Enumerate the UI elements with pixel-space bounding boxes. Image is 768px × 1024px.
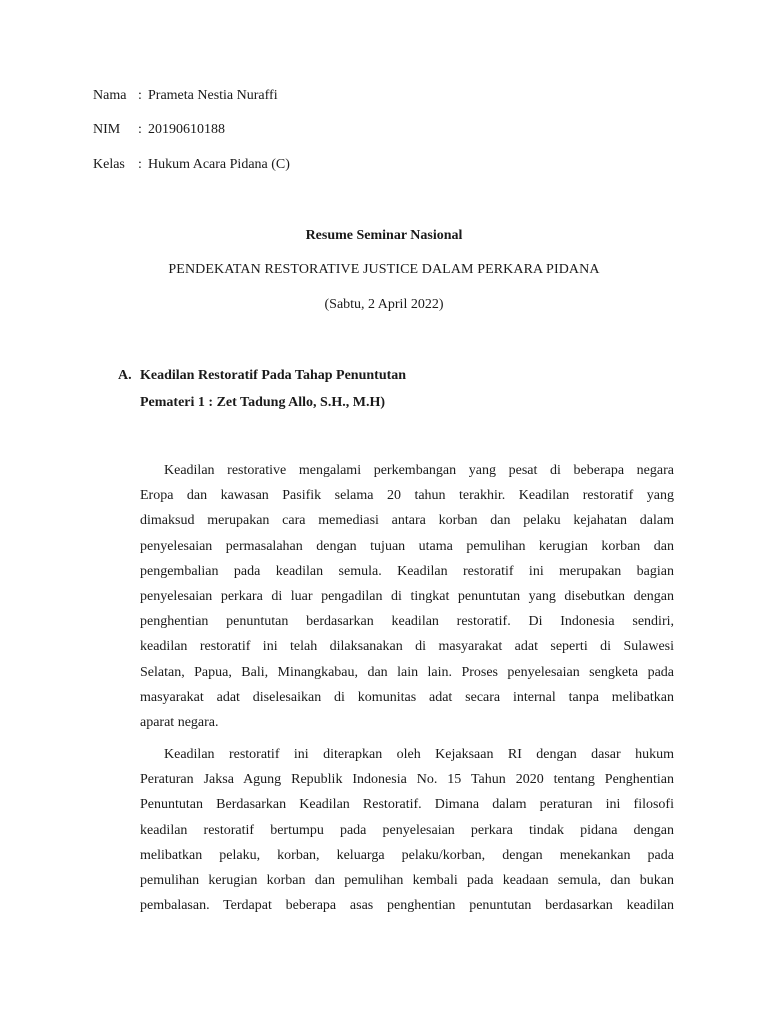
document-heading: Resume Seminar Nasional: [305, 228, 463, 243]
paragraph-line: masyarakat adat diselesaikan di komunitas adat secara internal tanpa melibatkan: [140, 689, 674, 705]
nim-label: NIM: [93, 122, 121, 137]
name-value: Prameta Nestia Nuraffi: [148, 88, 278, 103]
paragraph-line: Peraturan Jaksa Agung Republik Indonesia No. 15 Tahun 2020 tentang Penghentian: [140, 772, 674, 788]
section-a-title: Keadilan Restoratif Pada Tahap Penuntutan: [140, 368, 407, 383]
student-class-row: [93, 155, 290, 175]
name-label: Nama: [93, 88, 127, 103]
paragraph-line: keadilan restoratif ini telah dilaksanakan di masyarakat adat seperti di Sulawesi: [140, 639, 674, 655]
nim-value: 20190610188: [148, 122, 225, 137]
paragraph-line: dimaksud merupakan cara memediasi antara korban dan pelaku kejahatan dalam: [140, 513, 674, 529]
class-label: Kelas: [93, 157, 125, 172]
paragraph-line: penghentian penuntutan berdasarkan keadilan restoratif. Di Indonesia sendiri,: [140, 614, 674, 630]
paragraph-line: Keadilan restorative mengalami perkembangan yang pesat di beberapa negara: [164, 463, 674, 478]
section-a-letter: A.: [118, 368, 132, 383]
class-separator: :: [138, 157, 142, 172]
name-separator: :: [138, 88, 142, 103]
paragraph-line: keadilan restoratif bertumpu pada penyelesaian perkara tindak pidana dengan: [140, 822, 674, 838]
paragraph-line: melibatkan pelaku, korban, keluarga pelaku/korban, dengan menekankan pada: [140, 847, 674, 863]
document-title: PENDEKATAN RESTORATIVE JUSTICE DALAM PERKARA PIDANA: [168, 262, 600, 277]
paragraph-line: aparat negara.: [140, 714, 219, 730]
document-date: (Sabtu, 2 April 2022): [324, 297, 444, 312]
paragraph-line: pemulihan kerugian korban dan pemulihan kembali pada keadaan semula, dan bukan: [140, 872, 674, 888]
speaker-line: Pemateri 1 : Zet Tadung Allo, S.H., M.H): [140, 395, 385, 410]
class-value: Hukum Acara Pidana (C): [148, 157, 290, 172]
paragraph-1: [140, 458, 674, 735]
paragraph-line: penyelesaian permasalahan dengan tujuan utama pemulihan kerugian korban dan: [140, 538, 674, 554]
paragraph-line: Eropa dan kawasan Pasifik selama 20 tahun terakhir. Keadilan restoratif yang: [140, 488, 674, 504]
paragraph-line: Penuntutan Berdasarkan Keadilan Restoratif. Dimana dalam peraturan ini filosofi: [140, 797, 674, 813]
paragraph-2: [140, 742, 674, 918]
paragraph-line: penyelesaian perkara di luar pengadilan di tingkat penuntutan yang disebutkan dengan: [140, 588, 674, 604]
paragraph-line: pengembalian pada keadilan semula. Keadilan restoratif ini merupakan bagian: [140, 563, 674, 579]
student-name-row: [93, 86, 278, 106]
paragraph-line: pembalasan. Terdapat beberapa asas penghentian penuntutan berdasarkan keadilan: [140, 898, 674, 914]
paragraph-line: Selatan, Papua, Bali, Minangkabau, dan lain lain. Proses penyelesaian sengketa pada: [140, 664, 674, 680]
paragraph-line: Keadilan restoratif ini diterapkan oleh Kejaksaan RI dengan dasar hukum: [164, 747, 674, 762]
section-a-heading: [118, 366, 406, 386]
student-nim-row: [93, 120, 225, 140]
nim-separator: :: [138, 122, 142, 137]
